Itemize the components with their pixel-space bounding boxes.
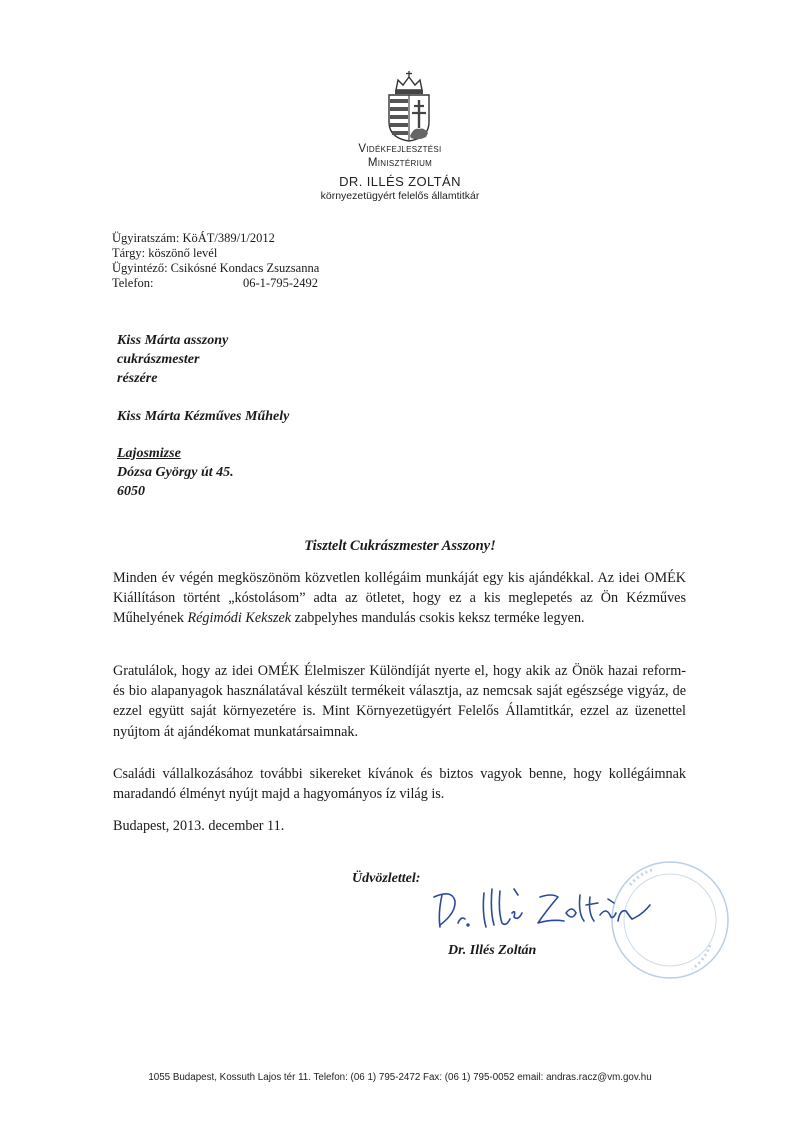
product-name: Régimódi Kekszek <box>187 610 292 627</box>
recipient-address <box>117 444 234 501</box>
place-date: Budapest, 2013. december 11. <box>113 818 285 834</box>
recipient-for: részére <box>117 371 158 386</box>
recipient-name: Kiss Márta asszony <box>117 333 229 348</box>
recipient-role: cukrászmester <box>117 352 200 367</box>
handler-line: Ügyintéző: Csikósné Kondacs Zsuzsanna <box>112 261 320 275</box>
footer-contact: 1055 Budapest, Kossuth Lajos tér 11. Telefon: (06 1) 795-2472 Fax: (06 1) 795-0052 email: andras.racz@vm.gov.hu <box>148 1072 652 1083</box>
paragraph-1-text-b: zabpelyhes mandulás csokis keksz terméke legyen. <box>291 610 585 627</box>
paragraph-3: Családi vállalkozásához további sikereket kívánok és biztos vagyok benne, hogy kollégáimnak maradandó élményt nyújt majd a hagyományos íz világ is. <box>113 766 686 803</box>
official-title: környezetügyért felelős államtitkár <box>320 190 480 202</box>
recipient-person <box>117 331 228 388</box>
signer-name: Dr. Illés Zoltán <box>448 943 537 958</box>
phone-line <box>112 276 319 291</box>
phone-value: 06-1-795-2492 <box>243 276 318 290</box>
recipient-street: Dózsa György út 45. <box>117 465 234 480</box>
paragraph-2: Gratulálok, hogy az idei OMÉK Élelmiszer Különdíját nyerte el, hogy akik az Önök hazai reform- és bio alapanyagok használatával készült termékeit választja, az nemcsak saját egészsége vigyáz, de ezzel együtt saját környezetére is. Mint Környezetügyért Felelős Államtitkár, ezzel az üzenettel nyújtom át ajándékomat munkatársaimnak. <box>113 663 686 740</box>
recipient-postcode: 6050 <box>117 484 145 499</box>
paragraph-1 <box>113 568 686 629</box>
recipient-city: Lajosmizse <box>117 446 181 461</box>
recipient-company: Kiss Márta Kézműves Műhely <box>117 409 290 424</box>
subject-line: Tárgy: köszönő levél <box>112 246 218 260</box>
closing-greeting: Üdvözlettel: <box>352 871 421 886</box>
ministry-name <box>250 142 550 170</box>
hungarian-coat-of-arms-icon <box>384 70 434 142</box>
phone-label: Telefon: <box>112 276 154 290</box>
ministry-name-line1: Vidékfejlesztési <box>358 143 442 155</box>
official-name: DR. ILLÉS ZOLTÁN <box>339 174 461 189</box>
salutation: Tisztelt Cukrászmester Asszony! <box>304 538 496 554</box>
reference-block <box>112 231 319 291</box>
paragraph-1-text-a: Minden év végén megköszönöm közvetlen kollégáim munkáját egy kis ajándékkal. Az idei OMÉK Kiállításon történt „kóstolásom” adta az ötletet, hogy ez a kis meglepetés az Ön Kézműves Műhelyének <box>113 570 686 627</box>
handwritten-signature <box>428 883 658 943</box>
ministry-name-line2: Minisztérium <box>367 157 433 169</box>
file-number: Ügyiratszám: KöÁT/389/1/2012 <box>112 231 275 245</box>
